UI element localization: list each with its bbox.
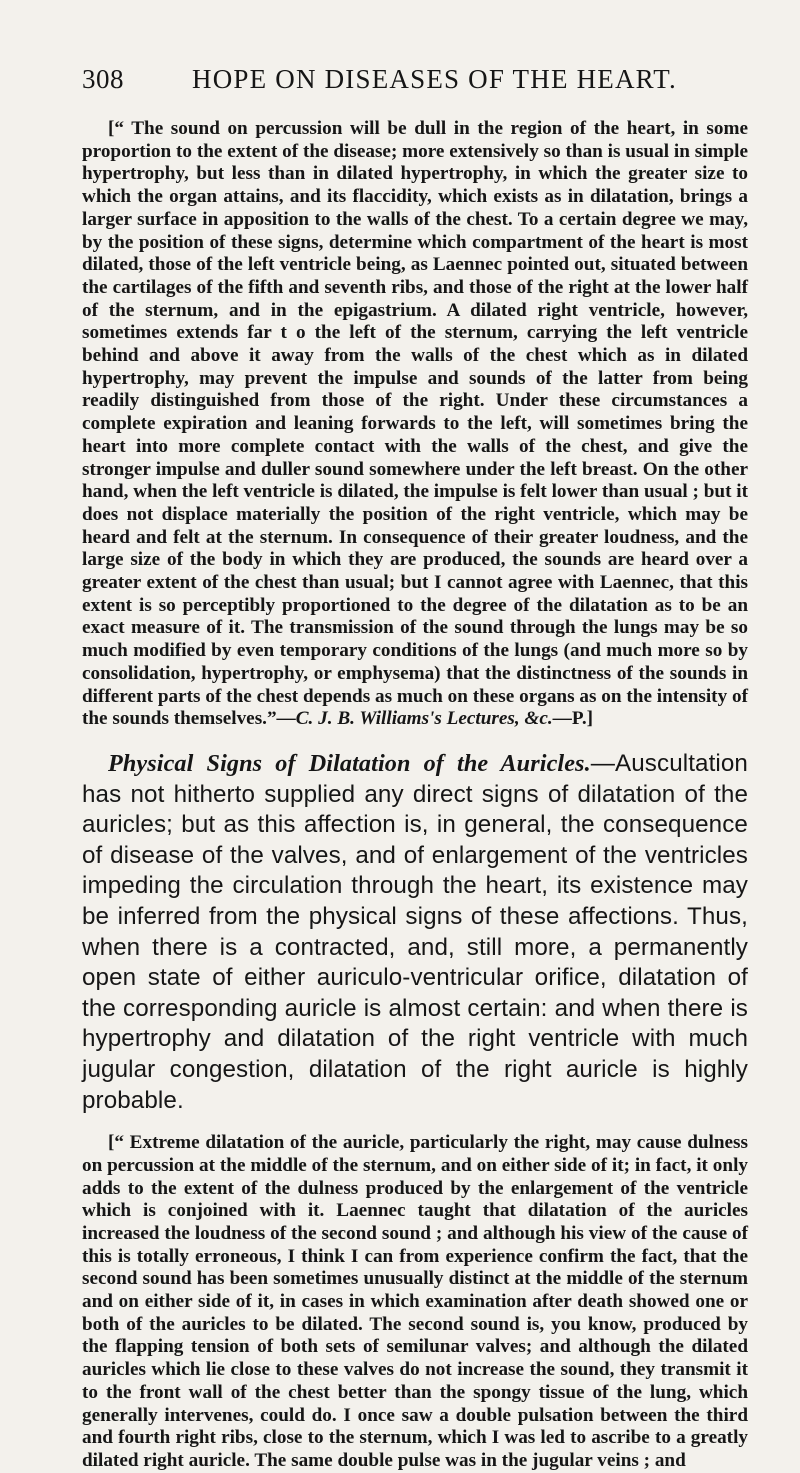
footnote-2-text: [“ Extreme dilatation of the auricle, particularly the right, may cause dulness on percussion at the middle of the sternum, and on either side of it; in fact, it only adds to the extent of the dulness produced by the enlargement of the ventricle which is conjoined with it. Laennec taught that dilatation of the auricles increased the loudness of the second sound ; and although his view of the cause of this is totally erroneous, I think I can from experience confirm the fact, that the second sound has been sometimes unusually distinct at the middle of the sternum and on either side of it, in cases in which examination after death showed one or both of the auricles to be dilated. The second sound is, you know, produced by the flapping tension of both sets of semilunar valves; and although the dilated auricles which lie close to these valves do not increase the sound, they transmit it to the front wall of the chest better than the spongy tissue of the lung, which generally intervenes, could do. I once saw a double pulsation between the third and fourth right ribs, close to the sternum, which I was led to ascribe to a greatly dilated right auricle. The same double pulse was in the jugular veins ; and [82, 1132, 748, 1471]
footnote-paragraph-2 [82, 1132, 748, 1473]
page-header [82, 64, 748, 104]
running-head: HOPE ON DISEASES OF THE HEART. [192, 64, 677, 94]
main-paragraph-text: —Auscultation has not hitherto supplied any direct signs of dilatation of the auricles; but as this affection is, in general, the consequence of disease of the valves, and of enlargement of the ventricles impeding the circulation through the heart, its existence may be inferred from the physical signs of these affections. Thus, when there is a contracted, and, still more, a permanently open state of either auriculo-ventricular orifice, dilatation of the corresponding auricle is almost certain: and when there is hypertrophy and dilatation of the right ventricle with much jugular congestion, dilatation of the right auricle is highly probable. [82, 749, 748, 1114]
page-content [82, 118, 748, 1473]
page-number: 308 [82, 64, 124, 94]
section-title: Physical Signs of Dilatation of the Auricles. [108, 749, 591, 777]
footnote-1-end: —P.] [552, 708, 594, 730]
main-paragraph [82, 749, 748, 1116]
footnote-paragraph-1 [82, 118, 748, 731]
footnote-1-text: [“ The sound on percussion will be dull in the region of the heart, in some proportion to the extent of the disease; more extensively so than is usual in simple hypertrophy, but less than in dilated hypertrophy, in which the greater size to which the organ attains, and its flaccidity, which exists as in dilatation, brings a larger surface in apposition to the walls of the chest. To a certain degree we may, by the position of these signs, determine which compartment of the heart is most dilated, those of the left ventricle being, as Laennec pointed out, situated between the cartilages of the fifth and seventh ribs, and those of the right at the lower half of the sternum, and in the epigastrium. A dilated right ventricle, however, sometimes extends far t o the left of the sternum, carrying the left ventricle behind and above it away from the walls of the chest which as in dilated hypertrophy, may prevent the impulse and sounds of the latter from being readily distinguished from those of the right. Under these circumstances a complete expiration and leaning forwards to the left, will sometimes bring the heart into more complete contact with the walls of the chest, and give the stronger impulse and duller sound somewhere under the left breast. On the other hand, when the left ventricle is dilated, the impulse is felt lower than usual ; but it does not displace materially the position of the right ventricle, which may be heard and felt at the sternum. In consequence of their greater loudness, and the large size of the body in which they are produced, the sounds are heard over a greater extent of the chest than usual; but I cannot agree with Laennec, that this extent is so perceptibly proportioned to the degree of the dilatation as to be an exact measure of it. The transmission of the sound through the lungs may be so much modified by even temporary conditions of the lungs (and much more so by consolidation, hypertrophy, or emphysema) that the distinctness of the sounds in different parts of the chest depends as much on these organs as on the intensity of the sounds themselves.”— [82, 118, 748, 730]
footnote-1-citation: C. J. B. Williams's Lectures, &c. [295, 708, 553, 730]
